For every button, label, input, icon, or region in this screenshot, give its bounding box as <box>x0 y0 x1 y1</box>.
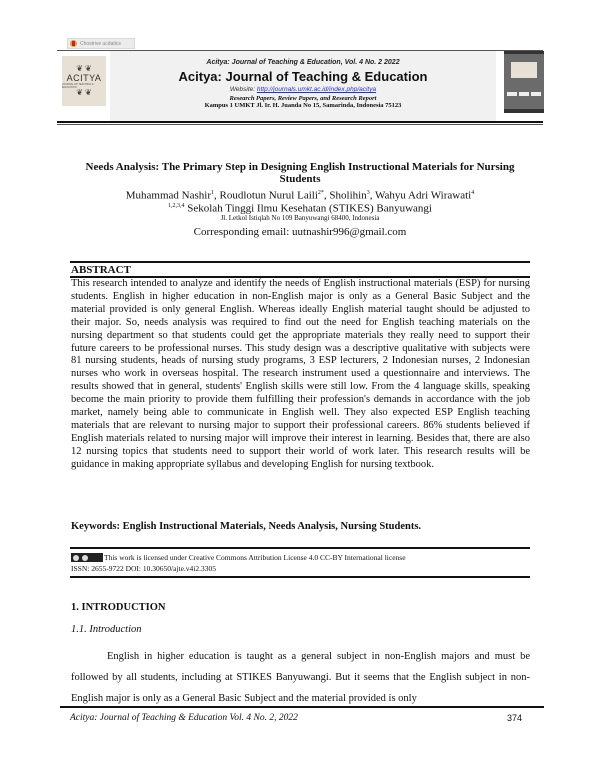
license-bottom-rule <box>70 576 530 578</box>
license-line <box>71 553 406 562</box>
logo-subtext: JOURNAL OF TEACHING & EDUCATION <box>62 83 94 89</box>
badge-label: Chostrive ucdatics <box>80 40 121 47</box>
paper-title: Needs Analysis: The Primary Step in Designing English Instructional Materials for Nursing Students <box>85 161 515 185</box>
journal-issue: Acitya: Journal of Teaching & Education, Vol. 4 No. 2 2022 <box>206 59 400 66</box>
author-sup: 1 <box>211 190 214 196</box>
issn-doi: ISSN: 2655-9722 DOI: 10.30650/ajte.v4i2.3305 <box>71 564 216 573</box>
journal-title: Acitya: Journal of Teaching & Education <box>178 69 428 84</box>
author: Sholihin <box>329 189 367 202</box>
cc-by-icon[interactable] <box>71 553 103 562</box>
top-badge[interactable] <box>67 38 135 49</box>
author: Wahyu Adri Wirawati <box>375 189 472 202</box>
journal-header-text <box>110 58 496 109</box>
affiliation-address: Jl. Letkol Istiqlah No 109 Banyuwangi 68400, Indonesia <box>220 214 380 222</box>
footer-rule <box>60 706 544 708</box>
author-sup: 2* <box>317 190 324 196</box>
author-list: Muhammad Nashir$^1$, Roudlotun Nurul Laili$^{2*}$, Sholihin$^3$, Wahyu Adri Wirawati$^4$ <box>125 189 475 202</box>
affiliation-name: Sekolah Tinggi Ilmu Kesehatan (STIKES) Banyuwangi <box>184 202 432 215</box>
author-sup: 3 <box>366 190 370 196</box>
website-label: Website: <box>229 86 257 93</box>
journal-website <box>110 85 496 95</box>
abstract-top-rule <box>70 261 530 263</box>
laurel-icon: ❦ ❦ <box>76 64 92 73</box>
header-bottom-rule-thin <box>57 124 543 125</box>
section-heading: 1. INTRODUCTION <box>71 602 166 613</box>
cover-logo <box>511 62 537 78</box>
intro-paragraph: English in higher education is taught as a general subject in non-English majors and must be followed by all students, including at STIKES Banyuwangi. But it seems that the English subject in non-English major is only as a General Basic Subject and the material provided is only <box>71 651 530 704</box>
author: Muhammad Nashir <box>125 189 211 202</box>
laurel-icon: ❦ ❦ <box>76 88 92 97</box>
abstract-heading: ABSTRACT <box>71 264 131 276</box>
journal-address: Kampus 1 UMKT Jl. Ir. H. Juanda No 15, Samarinda, Indonesia 75123 <box>204 102 402 109</box>
affiliation-sup: 1,2,3,4 <box>168 203 185 209</box>
cover-buttons <box>507 92 541 96</box>
paper-types: Research Papers, Review Papers, and Research Report <box>229 95 377 102</box>
abstract-body: This research intended to analyze and identify the needs of English instructional materials (ESP) for nursing students. English in higher education in non-English major is only as a General Basic Subject and the material provided is only general English. Whereas ideally English material taught should be adjusted to their major. So, needs analysis was required to find out the need for English teaching materials on the nursing department so that students could get the appropriate materials they really need to support their future careers to be professional nurses. This study design was a descriptive qualitative with subjects were 81 nursing students, heads of nursing study programs, 3 ESP lecturers, 2 Indonesian nurses, 2 Indonesian nurses who work in overseas hospital. The research instrument used a questionnaire and interviews. The results showed that in general, students' English skills were still low. From the 4 language skills, speaking become the main priority to provide them fulfilling their profession's demands in accordance with the job market, namely being able to communicate in English well. They also expected ESP English teaching materials that are relevant to nursing major to support their professional careers. 86% students believed if English materials related to nursing major will improve their interest in learning. Besides that, there are also 12 nursing topics that students need to support their world of work later. This research results will be guidance in making appropriate syllabus and developing English for nursing textbook. <box>71 278 530 470</box>
journal-cover-thumbnail <box>504 51 544 113</box>
introduction-body <box>71 646 530 709</box>
author-sup: 4 <box>471 190 475 196</box>
author: Roudlotun Nurul Laili <box>219 189 318 202</box>
license-top-rule <box>70 547 530 549</box>
website-link[interactable]: http://journals.umkt.ac.id/index.php/acitya <box>256 86 377 93</box>
subsection-heading: 1.1. Introduction <box>71 624 142 635</box>
footer-journal: Acitya: Journal of Teaching & Education Vol. 4 No. 2, 2022 <box>70 713 298 723</box>
keywords: Keywords: English Instructional Materials, Needs Analysis, Nursing Students. <box>71 521 422 532</box>
header-bottom-rule <box>57 121 543 123</box>
page-number: 374 <box>507 713 523 723</box>
corresponding-email: Corresponding email: uutnashir996@gmail.com <box>193 226 407 238</box>
license-text: This work is licensed under Creative Commons Attribution License 4.0 CC-BY International license <box>104 553 406 562</box>
logo-text: ACITYA <box>66 73 102 83</box>
badge-logo-icon <box>70 40 77 47</box>
journal-logo <box>62 56 106 106</box>
